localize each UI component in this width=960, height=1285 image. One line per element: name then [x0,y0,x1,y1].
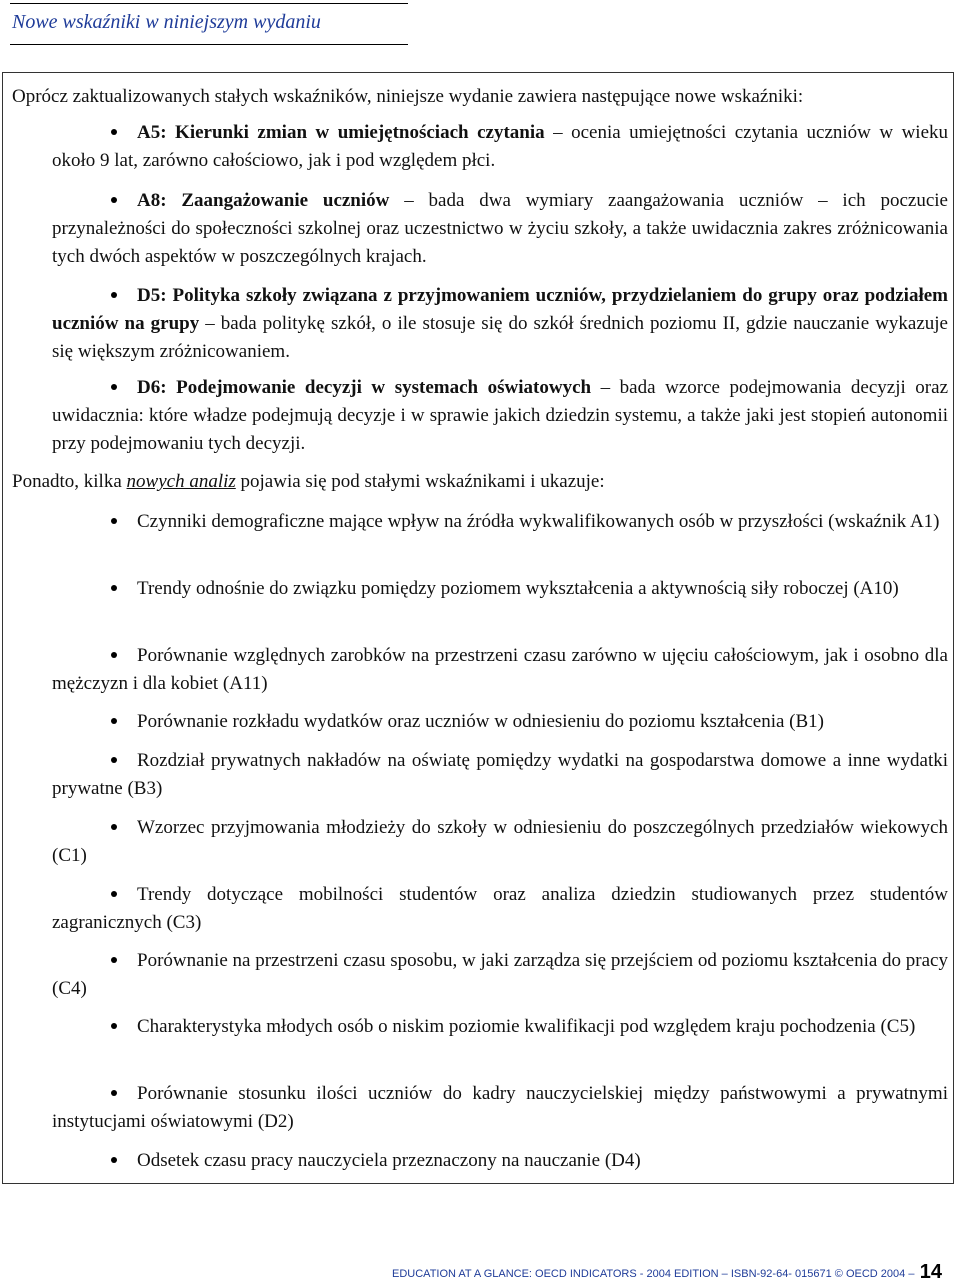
new-indicator-item [52,119,948,175]
page-footer [392,1260,952,1284]
new-analysis-item: Czynniki demograficzne mające wpływ na źródła wykwalifikowanych osób w przyszłości (wskaźnik A1) [137,511,940,532]
indicator-text: – bada politykę szkół, o ile stosuje się do szkół średnich poziomu II, gdzie nauczanie wykazuje się większym zróżnicowaniem. [52,313,948,362]
new-analyses-emphasis: nowych analiz [126,471,236,492]
indicator-text: – ocenia umiejętności czytania uczniów w wieku około 9 lat, zarówno całościowo, jak i pod względem płci. [52,122,949,171]
new-analysis-item: Wzorzec przyjmowania młodzieży do szkoły w odniesieniu do poszczególnych przedziałów wiekowych (C1) [52,817,948,866]
new-indicator-item [52,374,948,458]
new-analysis-item: Porównanie stosunku ilości uczniów do kadry nauczycielskiej między państwowymi a prywatnymi instytucjami oświatowymi (D2) [52,1083,948,1132]
new-analysis-item: Odsetek czasu pracy nauczyciela przeznaczony na nauczanie (D4) [137,1150,641,1171]
header-bottom-rule [10,44,408,45]
page-number: 14 [919,1261,942,1283]
new-analysis-item: Porównanie rozkładu wydatków oraz uczniów w odniesieniu do poziomu kształcenia (B1) [137,711,824,732]
indicator-text: – bada wzorce podejmowania decyzji oraz uwidacznia: które władze podejmują decyzje i w sprawie jakich dziedzin systemu, a także jaki jest stopień autonomii przy podejmowaniu tych decyzji. [52,377,948,454]
new-analysis-item: Trendy dotyczące mobilności studentów oraz analiza dziedzin studiowanych przez studentów zagranicznych (C3) [52,884,948,933]
new-analysis-item: Porównanie na przestrzeni czasu sposobu, w jaki zarządza się przejściem od poziomu kształcenia do pracy (C4) [52,950,948,999]
analyses-intro: Ponadto, kilka nowych analiz pojawia się pod stałymi wskaźnikami i ukazuje: [12,471,605,492]
indicator-lead: D5: Polityka szkoły związana z przyjmowaniem uczniów, przydzielaniem do grupy oraz podziałem uczniów na grupy [52,285,948,334]
indicator-text: – bada dwa wymiary zaangażowania uczniów – ich poczucie przynależności do społeczności szkolnej oraz uczestnictwo w życiu szkoły, a także uwidacznia zakres zróżnicowania tych dwóch aspektów w poszczególnych krajach. [52,190,948,267]
new-analysis-item: Porównanie względnych zarobków na przestrzeni czasu zarówno w ujęciu całościowym, jak i osobno dla mężczyzn i dla kobiet (A11) [52,645,948,694]
footer-text: EDUCATION AT A GLANCE: OECD INDICATORS - 2004 EDITION – ISBN-92-64- 015671 © OECD 2004 – [392,1268,915,1280]
new-analysis-item: Trendy odnośnie do związku pomiędzy poziomem wykształcenia a aktywnością siły roboczej (A10) [137,578,899,599]
new-indicator-item [52,187,948,271]
indicator-lead: D6: Podejmowanie decyzji w systemach oświatowych [137,377,592,398]
new-analysis-item: Charakterystyka młodych osób o niskim poziomie kwalifikacji pod względem kraju pochodzenia (C5) [137,1016,916,1037]
section-title: Nowe wskaźniki w niniejszym wydaniu [12,11,321,33]
indicator-lead: A5: Kierunki zmian w umiejętnościach czytania [137,122,545,143]
new-indicator-item [52,282,948,366]
indicator-lead: A8: Zaangażowanie uczniów [137,190,390,211]
header-top-rule [10,3,408,4]
intro-paragraph: Oprócz zaktualizowanych stałych wskaźników, niniejsze wydanie zawiera następujące nowe wskaźniki: [12,86,804,107]
new-analysis-item: Rozdział prywatnych nakładów na oświatę pomiędzy wydatki na gospodarstwa domowe a inne wydatki prywatne (B3) [52,750,948,799]
